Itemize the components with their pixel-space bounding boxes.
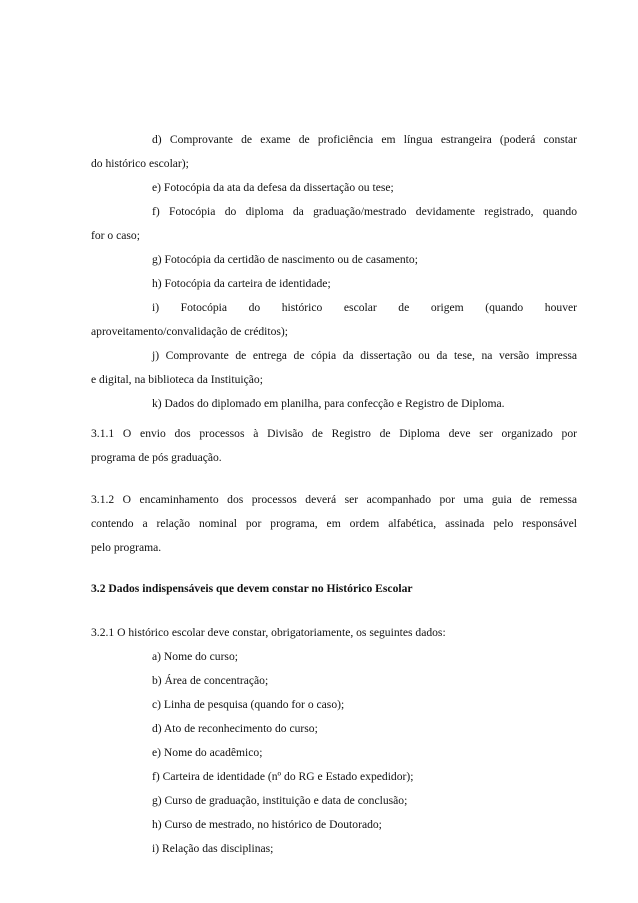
section-heading-3-2	[91, 577, 577, 601]
list-b-item: e) Nome do acadêmico;	[152, 746, 263, 759]
paragraph-3-2-1-text: 3.2.1 O histórico escolar deve constar, obrigatoriamente, os seguintes dados:	[91, 626, 446, 639]
paragraph-3-1-1-line2: programa de pós graduação.	[91, 451, 222, 464]
list-b-item: i) Relação das disciplinas;	[152, 842, 274, 855]
paragraph-3-1-1-line1: 3.1.1 O envio dos processos à Divisão de Registro de Diploma deve ser organizado por	[91, 427, 577, 440]
list-b-item: h) Curso de mestrado, no histórico de Doutorado;	[152, 818, 382, 831]
list-b-item: c) Linha de pesquisa (quando for o caso);	[152, 698, 345, 711]
list-b-item: a) Nome do curso;	[152, 650, 238, 663]
document-list-a	[91, 128, 577, 416]
list-item-k: k) Dados do diplomado em planilha, para confecção e Registro de Diploma.	[152, 397, 505, 410]
list-b-item: f) Carteira de identidade (nº do RG e Estado expedidor);	[152, 770, 414, 783]
list-item-e: e) Fotocópia da ata da defesa da dissertação ou tese;	[152, 181, 394, 194]
list-item-i-line2: aproveitamento/convalidação de créditos);	[91, 325, 289, 338]
list-item-i-line1: i) Fotocópia do histórico escolar de origem (quando houver	[152, 301, 577, 314]
paragraph-3-1-2-line3: pelo programa.	[91, 541, 162, 554]
list-item-d-line2: do histórico escolar);	[91, 157, 189, 170]
paragraph-3-1-2-line2: contendo a relação nominal por programa, em ordem alfabética, assinada pelo responsável	[91, 517, 577, 530]
list-b-item: d) Ato de reconhecimento do curso;	[152, 722, 318, 735]
list-item-d-line1: d) Comprovante de exame de proficiência em língua estrangeira (poderá constar	[152, 133, 577, 146]
document-list-b	[91, 645, 577, 861]
list-item-j-line1: j) Comprovante de entrega de cópia da dissertação ou da tese, na versão impressa	[152, 349, 577, 362]
paragraph-3-1-2-line1: 3.1.2 O encaminhamento dos processos deverá ser acompanhado por uma guia de remessa	[91, 493, 577, 506]
list-item-h: h) Fotocópia da carteira de identidade;	[152, 277, 331, 290]
paragraph-3-1-2	[91, 488, 577, 560]
list-b-item: b) Área de concentração;	[152, 674, 269, 687]
section-heading-3-2-text: 3.2 Dados indispensáveis que devem constar no Histórico Escolar	[91, 582, 413, 595]
list-item-j-line2: e digital, na biblioteca da Instituição;	[91, 373, 263, 386]
list-item-g: g) Fotocópia da certidão de nascimento ou de casamento;	[152, 253, 418, 266]
list-b-item: g) Curso de graduação, instituição e data de conclusão;	[152, 794, 408, 807]
list-item-f-line1: f) Fotocópia do diploma da graduação/mestrado devidamente registrado, quando	[152, 205, 577, 218]
paragraph-3-2-1	[91, 621, 577, 645]
list-item-f-line2: for o caso;	[91, 229, 140, 242]
paragraph-3-1-1	[91, 422, 577, 470]
